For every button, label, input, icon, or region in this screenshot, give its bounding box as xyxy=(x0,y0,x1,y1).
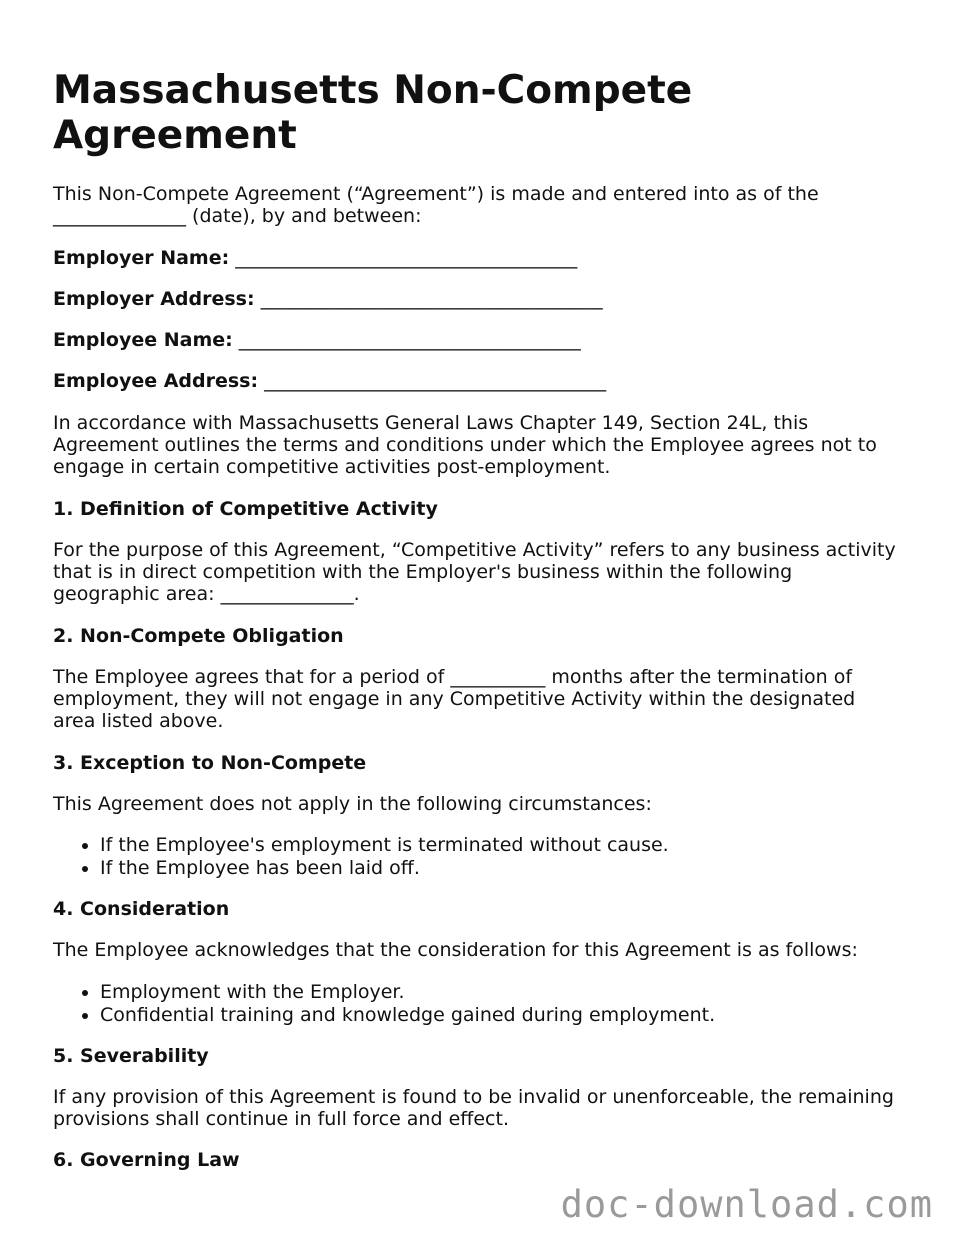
section-text: The Employee acknowledges that the consideration for this Agreement is as follows: xyxy=(53,939,858,961)
bullet-list xyxy=(53,834,669,879)
section-heading: 4. Consideration xyxy=(53,898,230,920)
document-title: Massachusetts Non-Compete Agreement xyxy=(53,68,693,158)
field-label: Employee Address: xyxy=(53,370,259,392)
section-heading: 3. Exception to Non-Compete xyxy=(53,752,367,774)
bullet-icon xyxy=(82,843,88,849)
field-blank: ____________________________________ xyxy=(238,329,581,351)
section-heading: 6. Governing Law xyxy=(53,1149,240,1171)
watermark: doc-download.com xyxy=(560,1183,933,1226)
field-employer-name xyxy=(53,247,903,269)
bullet-icon xyxy=(82,990,88,996)
preamble-paragraph: In accordance with Massachusetts General Laws Chapter 149, Section 24L, this Agreement outlines the terms and conditions under which the Employee agrees not to engage in certain competitive activities post-employment. xyxy=(53,412,877,478)
bullet-list xyxy=(53,981,715,1026)
field-employer-address xyxy=(53,288,903,310)
list-item: Employment with the Employer. xyxy=(53,981,715,1004)
list-item: Confidential training and knowledge gained during employment. xyxy=(53,1004,715,1027)
field-label: Employer Address: xyxy=(53,288,255,310)
intro-paragraph: This Non-Compete Agreement (“Agreement”) is made and entered into as of the ______________ (date), by and between: xyxy=(53,183,819,227)
field-employee-name xyxy=(53,329,903,351)
section-text: The Employee agrees that for a period of __________ months after the termination of employment, they will not engage in any Competitive Activity within the designated area listed above. xyxy=(53,666,856,732)
section-text: If any provision of this Agreement is found to be invalid or unenforceable, the remaining provisions shall continue in full force and effect. xyxy=(53,1086,894,1130)
section-heading: 2. Non-Compete Obligation xyxy=(53,625,344,647)
list-item: If the Employee has been laid off. xyxy=(53,857,669,880)
field-blank: ____________________________________ xyxy=(235,247,578,269)
field-blank: ____________________________________ xyxy=(260,288,603,310)
section-heading: 5. Severability xyxy=(53,1045,209,1067)
list-item: If the Employee's employment is terminated without cause. xyxy=(53,834,669,857)
field-label: Employer Name: xyxy=(53,247,230,269)
bullet-icon xyxy=(82,866,88,872)
section-heading: 1. Definition of Competitive Activity xyxy=(53,498,438,520)
field-label: Employee Name: xyxy=(53,329,233,351)
section-text: This Agreement does not apply in the following circumstances: xyxy=(53,793,652,815)
bullet-icon xyxy=(82,1013,88,1019)
section-text: For the purpose of this Agreement, “Competitive Activity” refers to any business activity that is in direct competition with the Employer's business within the following geographic area: ______________. xyxy=(53,539,896,605)
field-employee-address xyxy=(53,370,903,392)
field-blank: ____________________________________ xyxy=(264,370,607,392)
